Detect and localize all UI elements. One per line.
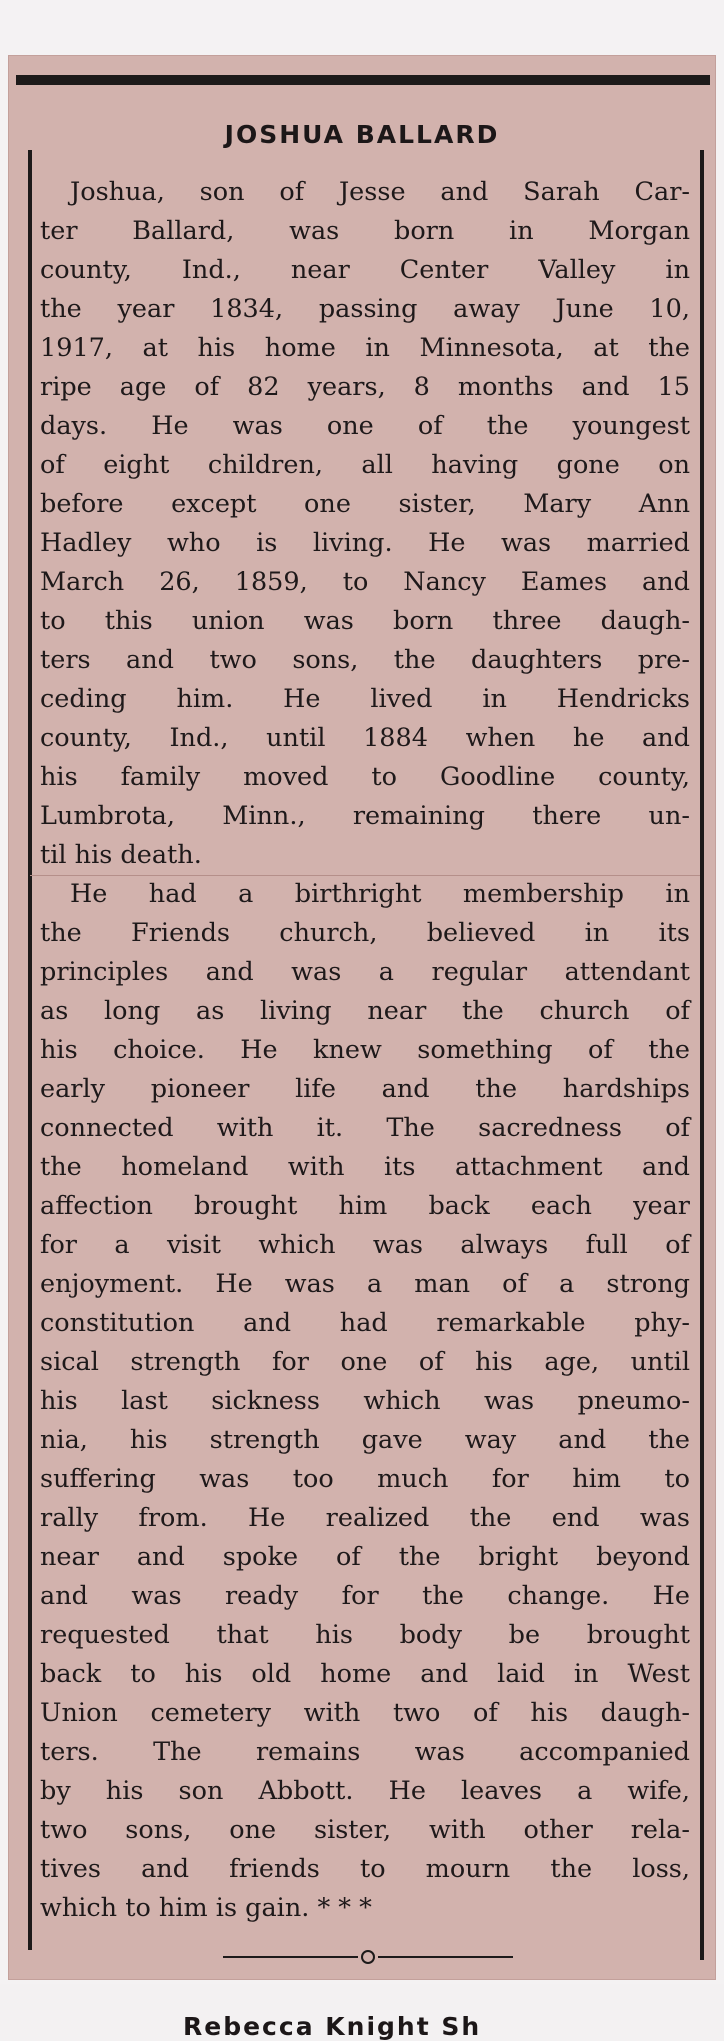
text-line: to this union was born three daugh-	[40, 606, 690, 636]
obituary-text	[40, 173, 690, 1928]
next-headline-cutoff: Rebecca Knight Sh	[183, 2012, 482, 2041]
text-line: as long as living near the church of	[40, 996, 690, 1026]
text-line: county, Ind., near Center Valley in	[40, 255, 690, 285]
text-line: til his death.	[40, 840, 202, 870]
text-line: his last sickness which was pneumo-	[40, 1386, 690, 1416]
text-line: principles and was a regular attendant	[40, 957, 690, 987]
text-line: Hadley who is living. He was married	[40, 528, 690, 558]
text-line: for a visit which was always full of	[40, 1230, 690, 1260]
text-line: the year 1834, passing away June 10,	[40, 294, 690, 324]
right-column-rule	[700, 150, 704, 1960]
text-line: ter Ballard, was born in Morgan	[40, 216, 690, 246]
text-line: ceding him. He lived in Hendricks	[40, 684, 690, 714]
text-line: of eight children, all having gone on	[40, 450, 690, 480]
text-line: and was ready for the change. He	[40, 1581, 690, 1611]
text-line: sical strength for one of his age, until	[40, 1347, 690, 1377]
text-line: affection brought him back each year	[40, 1191, 690, 1221]
paragraph-2	[40, 875, 690, 1928]
text-line: early pioneer life and the hardships	[40, 1074, 690, 1104]
text-line: back to his old home and laid in West	[40, 1659, 690, 1689]
text-line: suffering was too much for him to	[40, 1464, 690, 1494]
newspaper-clipping	[8, 55, 716, 2041]
divider-ornament	[361, 1950, 375, 1964]
text-line: Union cemetery with two of his daugh-	[40, 1698, 690, 1728]
obituary-headline: JOSHUA BALLARD	[224, 120, 500, 149]
text-line: near and spoke of the bright beyond	[40, 1542, 690, 1572]
text-line: rally from. He realized the end was	[40, 1503, 690, 1533]
text-line: his choice. He knew something of the	[40, 1035, 690, 1065]
text-line: nia, his strength gave way and the	[40, 1425, 690, 1455]
text-line: by his son Abbott. He leaves a wife,	[40, 1776, 690, 1806]
text-line: the homeland with its attachment and	[40, 1152, 690, 1182]
text-line: which to him is gain. * * *	[40, 1893, 372, 1923]
text-line: county, Ind., until 1884 when he and	[40, 723, 690, 753]
text-line: days. He was one of the youngest	[40, 411, 690, 441]
text-line: March 26, 1859, to Nancy Eames and	[40, 567, 690, 597]
divider-bar-left	[223, 1956, 358, 1958]
text-line: tives and friends to mourn the loss,	[40, 1854, 690, 1884]
text-line: Joshua, son of Jesse and Sarah Car-	[70, 177, 690, 207]
text-line: He had a birthright membership in	[70, 879, 690, 909]
text-line: enjoyment. He was a man of a strong	[40, 1269, 690, 1299]
text-line: two sons, one sister, with other rela-	[40, 1815, 690, 1845]
text-line: connected with it. The sacredness of	[40, 1113, 690, 1143]
paragraph-1	[40, 173, 690, 875]
text-line: 1917, at his home in Minnesota, at the	[40, 333, 690, 363]
end-divider	[223, 1950, 513, 1964]
text-line: requested that his body be brought	[40, 1620, 690, 1650]
divider-bar-right	[378, 1956, 513, 1958]
top-rule	[16, 75, 710, 85]
text-line: Lumbrota, Minn., remaining there un-	[40, 801, 690, 831]
text-line: ters. The remains was accompanied	[40, 1737, 690, 1767]
text-line: ripe age of 82 years, 8 months and 15	[40, 372, 690, 402]
text-line: constitution and had remarkable phy-	[40, 1308, 690, 1338]
left-column-rule	[28, 150, 32, 1950]
text-line: ters and two sons, the daughters pre-	[40, 645, 690, 675]
text-line: before except one sister, Mary Ann	[40, 489, 690, 519]
text-line: the Friends church, believed in its	[40, 918, 690, 948]
text-line: his family moved to Goodline county,	[40, 762, 690, 792]
